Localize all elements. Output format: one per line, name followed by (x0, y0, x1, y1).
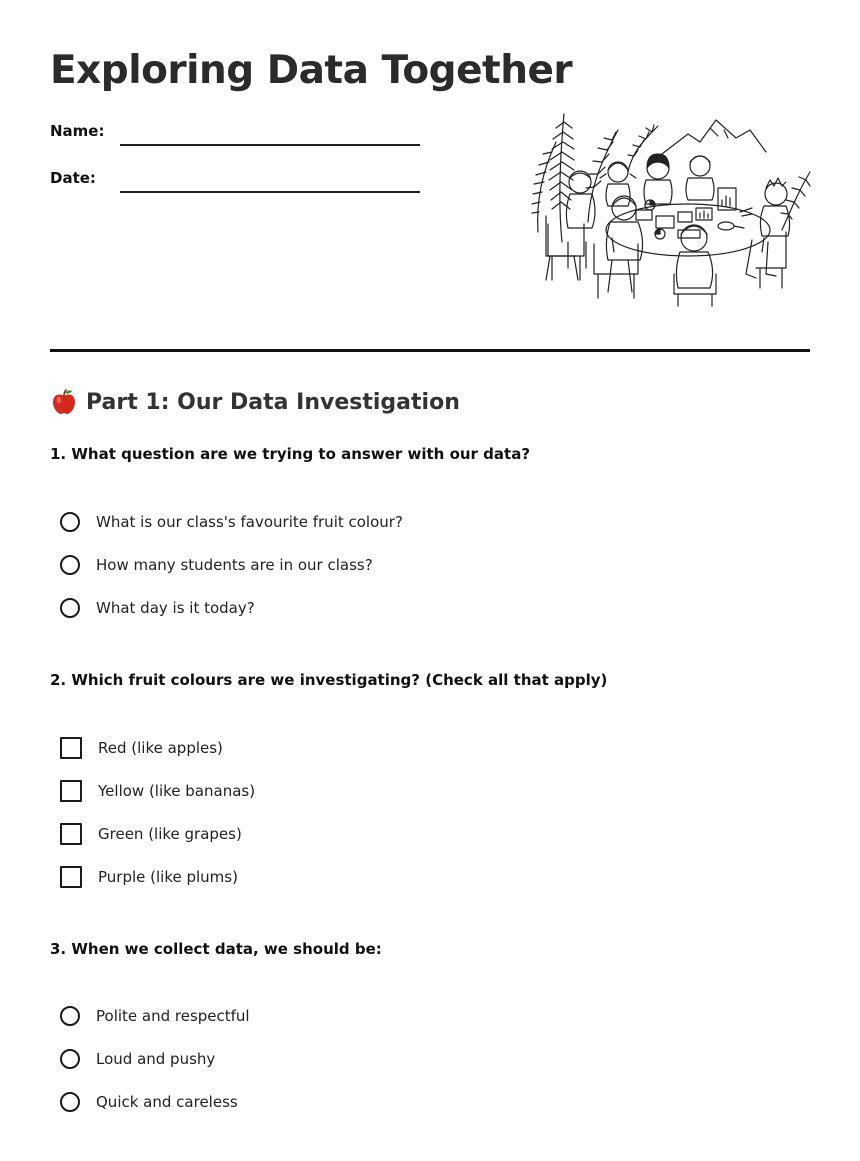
children-around-table-illustration (528, 112, 812, 310)
radio-button[interactable] (60, 1092, 80, 1112)
section-heading-text: Part 1: Our Data Investigation (86, 389, 460, 415)
question-2-text: 2. Which fruit colours are we investigating? (Check all that apply) (50, 671, 608, 689)
question-3-text: 3. When we collect data, we should be: (50, 940, 382, 958)
question-3-option-3[interactable] (60, 1090, 238, 1114)
checkbox[interactable] (60, 737, 82, 759)
header-divider (50, 349, 810, 352)
question-2-option-1[interactable] (60, 736, 223, 760)
question-1-option-1[interactable] (60, 510, 403, 534)
option-label: Red (like apples) (98, 739, 223, 757)
name-field[interactable] (50, 122, 420, 152)
option-label: Green (like grapes) (98, 825, 242, 843)
apple-icon (50, 388, 78, 416)
option-label: Purple (like plums) (98, 868, 238, 886)
section-heading (50, 388, 460, 416)
question-3-option-2[interactable] (60, 1047, 215, 1071)
date-label: Date: (50, 169, 96, 187)
name-label: Name: (50, 122, 105, 140)
question-1-option-2[interactable] (60, 553, 373, 577)
question-2-option-2[interactable] (60, 779, 255, 803)
question-1-option-3[interactable] (60, 596, 255, 620)
option-label: What day is it today? (96, 599, 255, 617)
question-1-text: 1. What question are we trying to answer with our data? (50, 445, 531, 463)
question-2-option-3[interactable] (60, 822, 242, 846)
option-label: Quick and careless (96, 1093, 238, 1111)
worksheet-title: Exploring Data Together (50, 48, 573, 93)
radio-button[interactable] (60, 555, 80, 575)
question-2-option-4[interactable] (60, 865, 238, 889)
radio-button[interactable] (60, 598, 80, 618)
question-3-option-1[interactable] (60, 1004, 250, 1028)
option-label: Polite and respectful (96, 1007, 250, 1025)
radio-button[interactable] (60, 1006, 80, 1026)
option-label: What is our class's favourite fruit colour? (96, 513, 403, 531)
checkbox[interactable] (60, 866, 82, 888)
radio-button[interactable] (60, 1049, 80, 1069)
option-label: How many students are in our class? (96, 556, 373, 574)
date-blank-line[interactable] (120, 191, 420, 193)
name-blank-line[interactable] (120, 144, 420, 146)
checkbox[interactable] (60, 823, 82, 845)
radio-button[interactable] (60, 512, 80, 532)
date-field[interactable] (50, 169, 420, 199)
option-label: Yellow (like bananas) (98, 782, 256, 800)
option-label: Loud and pushy (96, 1050, 216, 1068)
checkbox[interactable] (60, 780, 82, 802)
